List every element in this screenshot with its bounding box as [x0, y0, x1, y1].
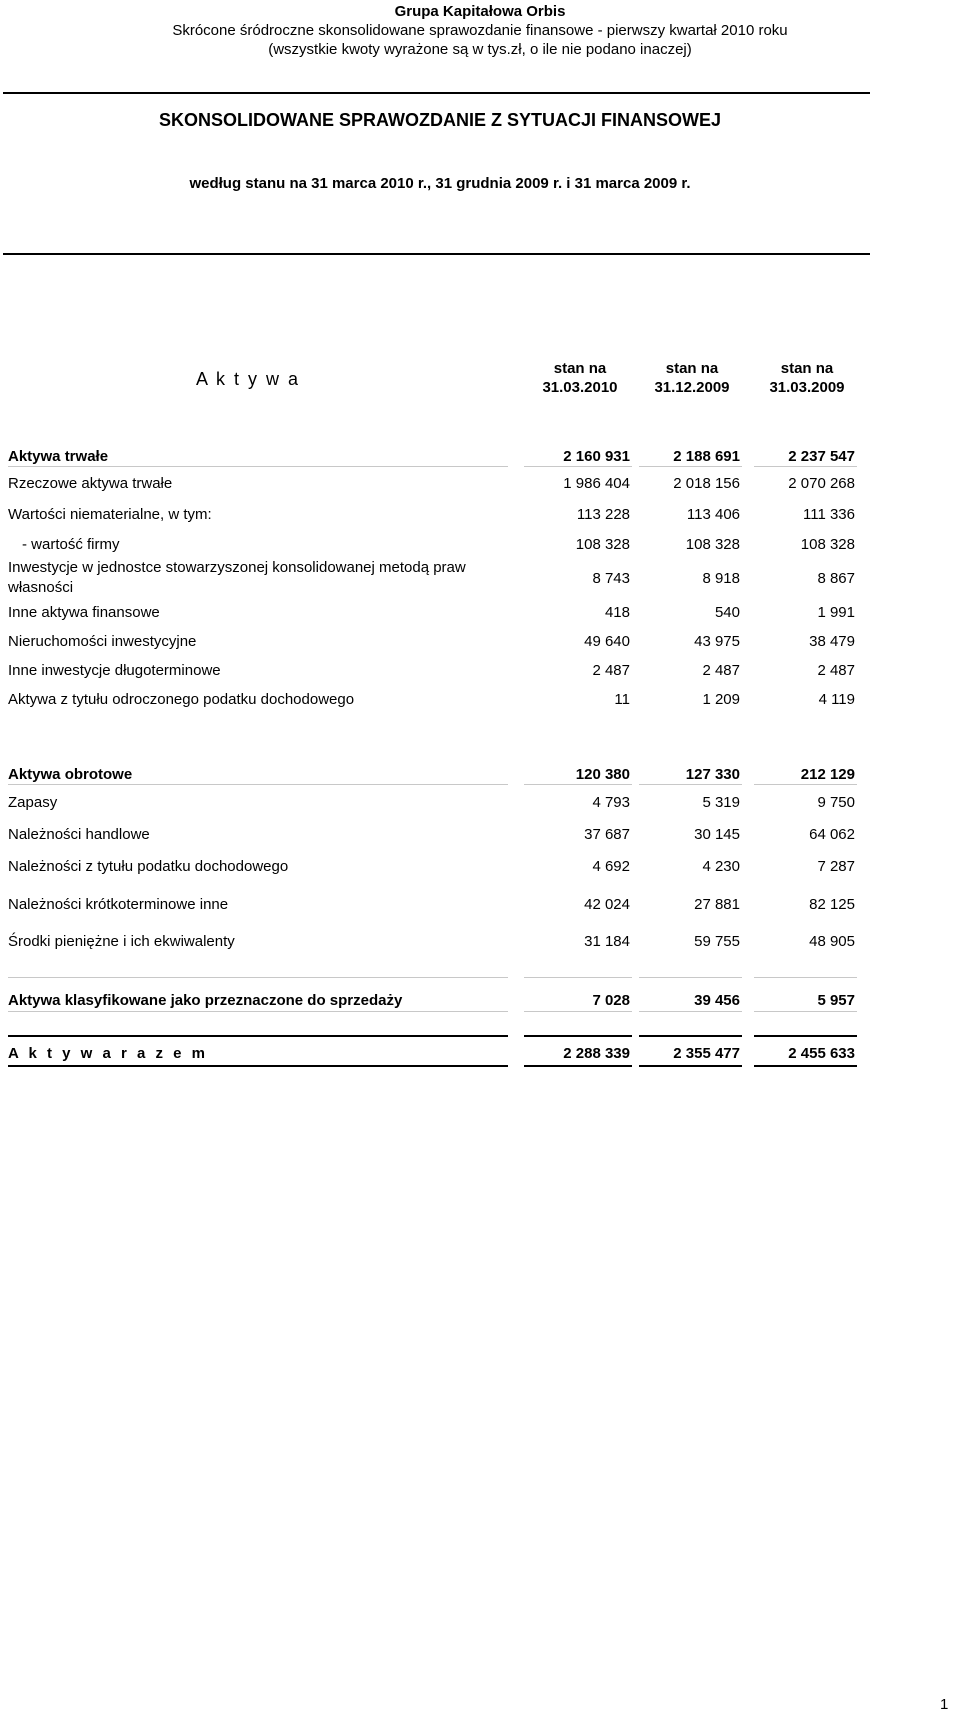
row-value-2010-03: 4 793: [592, 794, 630, 811]
row-divider: [754, 466, 857, 467]
col-head-1: [525, 359, 635, 397]
row-value-2009-12: 59 755: [694, 933, 740, 950]
row-value-2010-03: 7 028: [592, 992, 630, 1009]
row-value-2009-12: 113 406: [686, 506, 740, 523]
row-label: Należności krótkoterminowe inne: [8, 896, 229, 913]
header-rule-top: [3, 92, 870, 94]
row-value-2009-12: 540: [714, 604, 740, 621]
row-value-2009-12: 2 487: [702, 662, 740, 679]
row-value-2009-12: 2 018 156: [673, 475, 740, 492]
total-rule-bottom: [754, 1065, 857, 1067]
row-divider: [8, 466, 508, 467]
row-label: Aktywa obrotowe: [8, 766, 133, 783]
col-head-2-line1: stan na: [665, 360, 719, 377]
row-value-2009-12: 43 975: [694, 633, 740, 650]
row-divider: [639, 466, 742, 467]
row-value-2009-03: 5 957: [817, 992, 855, 1009]
total-rule-bottom: [8, 1065, 508, 1067]
total-rule-bottom: [639, 1065, 742, 1067]
col-head-2: [637, 359, 747, 397]
row-divider: [524, 784, 632, 785]
row-value-2009-12: 2 355 477: [673, 1045, 740, 1062]
row-value-2010-03: 2 288 339: [563, 1045, 630, 1062]
row-value-2009-03: 7 287: [817, 858, 855, 875]
row-value-2010-03: 113 228: [576, 506, 630, 523]
row-divider: [639, 977, 742, 978]
row-divider: [8, 784, 508, 785]
row-divider: [754, 784, 857, 785]
col-head-2-line2: 31.12.2009: [654, 379, 730, 396]
row-value-2010-03: 2 487: [592, 662, 630, 679]
row-divider: [524, 977, 632, 978]
row-label: Wartości niematerialne, w tym:: [8, 506, 212, 523]
row-divider: [639, 784, 742, 785]
section-head-aktywa: A k t y w a: [196, 369, 301, 389]
row-label: Inwestycje w jednostce stowarzyszonej konsolidowanej metodą praw: [8, 559, 466, 576]
row-value-2010-03: 11: [614, 691, 630, 708]
row-label: Rzeczowe aktywa trwałe: [8, 475, 173, 492]
total-rule-top: [8, 1035, 508, 1037]
row-value-2009-03: 64 062: [809, 826, 855, 843]
row-value-2009-03: 212 129: [800, 766, 855, 783]
row-value-2009-12: 5 319: [702, 794, 740, 811]
row-label: Środki pieniężne i ich ekwiwalenty: [8, 933, 235, 950]
header-rule-bottom: [3, 253, 870, 255]
row-label: Nieruchomości inwestycyjne: [8, 633, 197, 650]
statement-title: SKONSOLIDOWANE SPRAWOZDANIE Z SYTUACJI FINANSOWEJ: [158, 110, 722, 130]
company-name: Grupa Kapitałowa Orbis: [394, 3, 566, 20]
total-rule-top: [524, 1035, 632, 1037]
row-value-2009-03: 48 905: [809, 933, 855, 950]
row-label: Należności handlowe: [8, 826, 150, 843]
row-value-2009-03: 2 237 547: [788, 448, 855, 465]
page-number: 1: [940, 1696, 949, 1713]
amounts-note: (wszystkie kwoty wyrażone są w tys.zł, o ile nie podano inaczej): [268, 41, 692, 58]
row-value-2009-03: 2 487: [817, 662, 855, 679]
col-head-1-line2: 31.03.2010: [542, 379, 618, 396]
row-value-2010-03: 4 692: [592, 858, 630, 875]
row-value-2010-03: 8 743: [592, 570, 630, 587]
row-value-2009-12: 1 209: [702, 691, 740, 708]
row-value-2010-03: 108 328: [575, 536, 630, 553]
row-value-2009-03: 1 991: [817, 604, 855, 621]
row-divider: [524, 1011, 632, 1012]
row-label: Zapasy: [8, 794, 58, 811]
row-value-2009-03: 9 750: [817, 794, 855, 811]
row-label: Inne aktywa finansowe: [8, 604, 160, 621]
row-value-2009-12: 27 881: [694, 896, 740, 913]
col-head-3: [752, 359, 862, 397]
row-value-2010-03: 42 024: [584, 896, 630, 913]
row-value-2009-03: 38 479: [809, 633, 855, 650]
row-value-2009-12: 30 145: [694, 826, 740, 843]
row-value-2009-12: 39 456: [694, 992, 740, 1009]
row-value-2009-03: 2 070 268: [788, 475, 855, 492]
row-value-2010-03: 49 640: [584, 633, 630, 650]
total-rule-bottom: [524, 1065, 632, 1067]
row-value-2010-03: 418: [604, 604, 630, 621]
row-value-2010-03: 31 184: [584, 933, 630, 950]
row-label: A k t y w a r a z e m: [8, 1045, 208, 1062]
col-head-1-line1: stan na: [553, 360, 607, 377]
row-value-2010-03: 37 687: [584, 826, 630, 843]
row-divider: [754, 1011, 857, 1012]
row-value-2009-12: 4 230: [702, 858, 740, 875]
row-value-2009-03: 8 867: [817, 570, 855, 587]
row-label-cont: własności: [8, 579, 74, 596]
row-label: Aktywa z tytułu odroczonego podatku dochodowego: [8, 691, 355, 708]
row-value-2009-12: 8 918: [702, 570, 740, 587]
row-value-2009-12: 127 330: [685, 766, 740, 783]
row-divider: [8, 1011, 508, 1012]
row-value-2009-03: 4 119: [818, 691, 855, 708]
col-head-3-line2: 31.03.2009: [769, 379, 845, 396]
row-divider: [639, 1011, 742, 1012]
row-label: Aktywa trwałe: [8, 448, 109, 465]
row-value-2010-03: 2 160 931: [563, 448, 630, 465]
statement-subtitle: według stanu na 31 marca 2010 r., 31 grudnia 2009 r. i 31 marca 2009 r.: [189, 175, 691, 192]
row-label: Należności z tytułu podatku dochodowego: [8, 858, 289, 875]
row-label: Inne inwestycje długoterminowe: [8, 662, 221, 679]
total-rule-top: [754, 1035, 857, 1037]
row-label: - wartość firmy: [22, 536, 120, 553]
report-title: Skrócone śródroczne skonsolidowane sprawozdanie finansowe - pierwszy kwartał 2010 roku: [172, 22, 788, 39]
total-rule-top: [639, 1035, 742, 1037]
col-head-3-line1: stan na: [780, 360, 834, 377]
row-value-2009-03: 108 328: [800, 536, 855, 553]
row-value-2009-12: 108 328: [685, 536, 740, 553]
row-divider: [8, 977, 508, 978]
row-value-2009-03: 111 336: [803, 506, 855, 523]
row-label: Aktywa klasyfikowane jako przeznaczone do sprzedaży: [8, 992, 403, 1009]
row-value-2009-03: 82 125: [809, 896, 855, 913]
row-value-2010-03: 120 380: [575, 766, 630, 783]
row-value-2009-03: 2 455 633: [788, 1045, 855, 1062]
row-value-2010-03: 1 986 404: [563, 475, 630, 492]
row-divider: [524, 466, 632, 467]
row-value-2009-12: 2 188 691: [673, 448, 740, 465]
row-divider: [754, 977, 857, 978]
